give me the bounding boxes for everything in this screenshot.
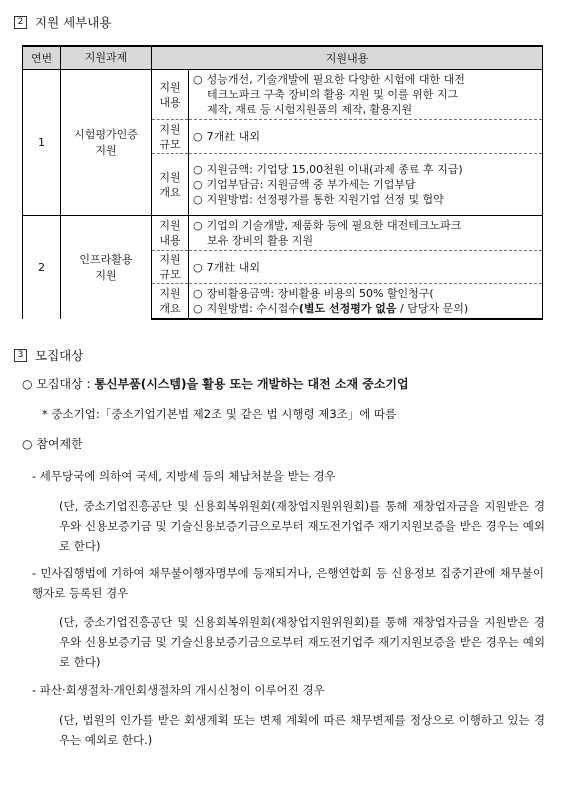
restrict-title: 참여제한 xyxy=(36,437,83,451)
target-line xyxy=(22,374,409,394)
label-line: 지원 xyxy=(159,170,181,184)
restrict-item: - 세무당국에 의하여 국세, 지방세 등의 체납처분을 받는 경우 xyxy=(32,469,336,483)
section-2-heading xyxy=(14,13,111,31)
label-line: 내용 xyxy=(159,95,181,109)
label-line: 지원 xyxy=(159,253,181,266)
label-line: 지원 xyxy=(159,219,181,232)
task-line: 지원 xyxy=(95,143,117,157)
content-line xyxy=(193,129,536,144)
content-line xyxy=(193,162,536,177)
table-header-row xyxy=(23,46,543,70)
content-text: 지원방법: 선정평가를 통한 지원기업 선정 및 협약 xyxy=(206,193,444,206)
content-text: 지원금액: 기업당 15,00천원 이내(과제 종료 후 지급) xyxy=(206,163,463,176)
section-number-box: 3 xyxy=(14,349,27,362)
item-content xyxy=(189,120,543,154)
bullet-icon: ○ xyxy=(193,163,203,176)
content-line xyxy=(193,286,536,301)
label-line: 규모 xyxy=(159,137,181,151)
item-content xyxy=(189,216,543,251)
restrict-detail: (단, 법원의 인가를 받은 회생계획 또는 변제 계획에 따른 채무변제를 정상으로 이행하고 있는 경우는 예외로 한다.) xyxy=(59,713,545,747)
restrict-detail: (단, 중소기업진흥공단 및 신용회복위원회(재창업지원위원회)를 통해 재창업자금을 지원받은 경우와 신용보증기금 및 기술신용보증기금으로부터 재도전기업주 재기지원보증을 받은 경우는 예외로 한다) xyxy=(59,615,545,669)
section-title: 모집대상 xyxy=(35,348,84,363)
content-line xyxy=(193,301,536,316)
row-number: 1 xyxy=(23,70,61,216)
target-note: * 중소기업:「중소기업기본법 제2조 및 같은 법 시행령 제3조」에 따름 xyxy=(42,407,397,421)
item-label xyxy=(152,251,189,284)
header-content: 지원내용 xyxy=(152,46,543,70)
support-details-table xyxy=(22,45,543,320)
table-row xyxy=(23,216,543,251)
content-line: 보유 장비의 활용 지원 xyxy=(207,234,314,247)
item-content xyxy=(189,284,543,320)
content-line: 테크노파크 구축 장비의 활용 지원 및 이를 위한 지그 xyxy=(207,88,459,101)
bullet-icon: ○ xyxy=(193,130,203,143)
restrict-item: - 파산·회생절차·개인회생절차의 개시신청이 이루어진 경우 xyxy=(32,683,325,697)
restrict-item: - 민사집행법에 기하여 채무불이행자명부에 등재되거나, 은행연합회 등 신용정보 집중기관에 채무불이행자로 등록된 경우 xyxy=(32,566,544,600)
label-line: 개요 xyxy=(159,302,181,315)
label-line: 지원 xyxy=(159,80,181,94)
label-line: 내용 xyxy=(159,234,181,247)
content-text: 7개社 내외 xyxy=(206,260,260,274)
content-line: 제작, 재료 등 시험지원품의 제작, 활용지원 xyxy=(207,103,413,116)
restrict-heading xyxy=(22,434,83,454)
bullet-icon: ○ xyxy=(22,377,33,391)
content-bold: (별도 선정평가 없음 xyxy=(298,302,397,315)
item-label xyxy=(152,216,189,251)
header-task: 지원과제 xyxy=(61,46,152,70)
restrict-detail: (단, 중소기업진흥공단 및 신용회복위원회(재창업지원위원회)를 통해 재창업자금을 지원받은 경우와 신용보증기금 및 기술신용보증기금으로부터 재도전기업주 재기지원보증을 받은 경우는 예외로 한다) xyxy=(59,499,545,553)
row-task xyxy=(61,216,152,320)
content-text: 장비활용금액: 장비활용 비용의 50% 할인청구( xyxy=(206,287,434,300)
content-line xyxy=(193,192,536,207)
item-content xyxy=(189,70,543,120)
section-title: 지원 세부내용 xyxy=(35,15,112,30)
item-label xyxy=(152,284,189,320)
content-line xyxy=(193,260,536,275)
bullet-icon: ○ xyxy=(22,437,33,451)
label-line: 지원 xyxy=(159,287,181,300)
label-line: 개요 xyxy=(159,185,181,199)
content-line xyxy=(193,72,536,87)
item-content xyxy=(189,251,543,284)
content-line xyxy=(193,218,536,233)
label-line: 지원 xyxy=(159,122,181,136)
content-text: 성능개선, 기술개발에 필요한 다양한 시험에 대한 대전 xyxy=(206,73,465,86)
item-content xyxy=(189,154,543,216)
content-text: 7개社 내외 xyxy=(206,130,260,143)
label-line: 규모 xyxy=(159,268,181,281)
item-label xyxy=(152,70,189,120)
bullet-icon: ○ xyxy=(193,260,203,274)
content-tail: / 담당자 문의) xyxy=(396,302,469,315)
content-text: 기업부담금: 지원금액 중 부가세는 기업부담 xyxy=(206,178,416,191)
header-no: 연번 xyxy=(23,46,61,70)
bullet-icon: ○ xyxy=(193,73,203,86)
task-line: 시험평가인증 xyxy=(74,127,138,141)
table-row xyxy=(23,70,543,120)
content-text: 지원방법: 수시접수 xyxy=(206,302,299,315)
content-line xyxy=(193,177,536,192)
task-line: 지원 xyxy=(95,268,117,282)
content-text: 기업의 기술개발, 제품화 등에 필요한 대전테크노파크 xyxy=(206,219,462,232)
bullet-icon: ○ xyxy=(193,302,203,315)
target-value: 통신부품(시스템)을 활용 또는 개발하는 대전 소재 중소기업 xyxy=(94,377,409,391)
item-label xyxy=(152,154,189,216)
section-3-heading xyxy=(14,346,83,364)
task-line: 인프라활용 xyxy=(79,252,133,266)
bullet-icon: ○ xyxy=(193,193,203,206)
row-number: 2 xyxy=(23,216,61,320)
row-task xyxy=(61,70,152,216)
bullet-icon: ○ xyxy=(193,219,203,232)
bullet-icon: ○ xyxy=(193,178,203,191)
bullet-icon: ○ xyxy=(193,287,203,300)
item-label xyxy=(152,120,189,154)
target-label: 모집대상 : xyxy=(36,377,95,391)
section-number-box: 2 xyxy=(14,16,27,29)
